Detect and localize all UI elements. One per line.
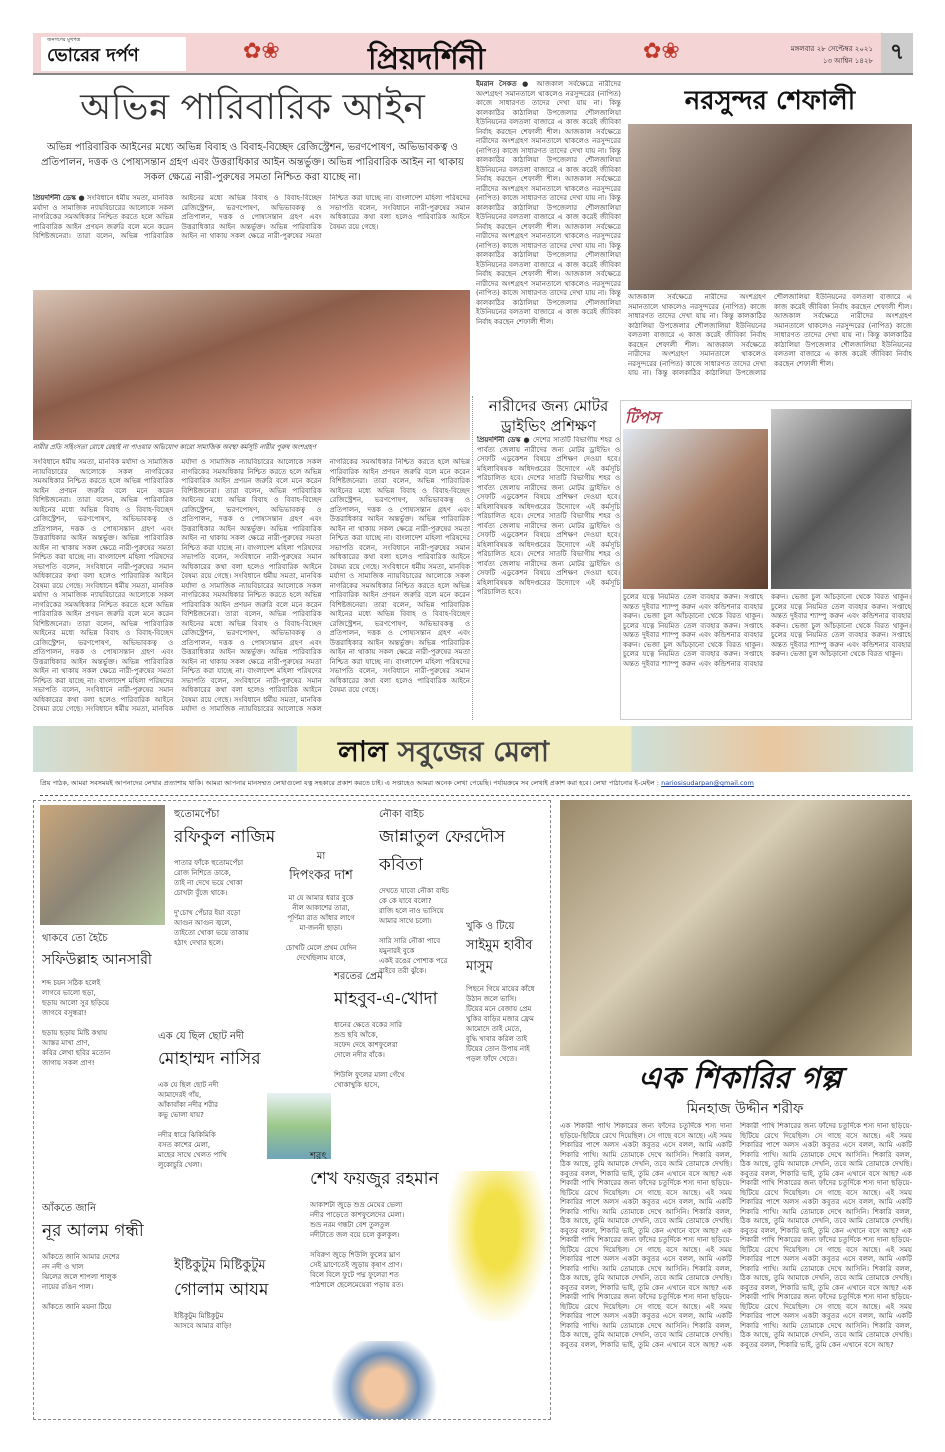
lead-deck: অভিন্ন পারিবারিক আইনের মধ্যে অভিন্ন বিবাহ ও বিবাহ-বিচ্ছেদ রেজিস্ট্রেশন, ভরণপোষণ, অভিভাবকত্ব ও প্রতিপালন, দত্তক ও পোষ্যসন্তান গ্রহণ এবং উত্তরাধিকার আইন অন্তর্ভুক্ত। অভিন্ন পারিবারিক আইন না থাকায় সকল ক্ষেত্রে নারী-পুরুষের সমতা নিশ্চিত করা যাচ্ছে না। (41, 142, 464, 183)
poem-text: শব্দ চয়ন সঠিক হলেই লাগবে ভালো ছড়া, ছড়ায় আলো সুর ছড়িয়ে জাগবে বসুন্ধরা! ছড়ায় ছড়ায় মিষ্টি কথায় আস্তর মাখা প্রাণ, কবির লেখা ছবির মতোন জাগায় সকল প্রাণ! (42, 979, 111, 1067)
driving-byline: প্রিয়দর্শিনী ডেস্ক ● (477, 436, 531, 444)
lead-body-top (33, 194, 470, 288)
poem-title: শরতের প্রেম (334, 971, 383, 982)
child-reading-illustration (324, 1341, 444, 1419)
barber-text: আজকাল সর্বক্ষেত্রে নারীদের অংশগ্রহণ সমানতালে থাকলেও নরসুন্দরের (নাপিত) কাজে সাধারণত তাদের দেখা যায় না। কিন্তু কালকাঠির কাঠালিয়া উপজেলার শৌলজালিয়া ইউনিয়নের বলতলা বাজারে এ কাজ করেই জীবিকা নির্বাহ করছেন শেফালী শীল। (476, 175, 621, 231)
story-text: এক শিকারী পাখি শিকারের জন্য ফাঁদের চতুর্দিকে শস্য দানা ছড়িয়ে-ছিটিয়ে রেখে দিয়েছিল। সে গাছে বসে আছে। এই সময় শিকারির পাশে অলস একটা কবুতর এসে বলল, আমি একটি শিকারি পাখি। আমি তোমাকে দেখে আসিনি। শিকারি বলল, ঠিক আছে, তুমি আমাকে দেখনি, তবে আমি তোমাকে দেখছি। কবুতর বলল, শিকারি ভাই, তুমি কেন এখানে বসে আছ? (740, 1226, 912, 1292)
poem (174, 807, 276, 948)
barber-photo (628, 124, 912, 290)
poem (310, 1149, 444, 1290)
driving-article (472, 396, 620, 720)
protest-photo (33, 290, 470, 440)
barber-text: আজকাল সর্বক্ষেত্রে নারীদের অংশগ্রহণ সমানতালে থাকলেও নরসুন্দরের (নাপিত) কাজে সাধারণত তাদের দেখা যায় না। কিন্তু কালকাঠির কাঠালিয়া উপজেলার শৌলজালিয়া ইউনিয়নের বলতলা বাজারে এ কাজ করেই জীবিকা নির্বাহ করছেন শেফালী শীল। (628, 293, 912, 377)
tips-text: চুলের যত্নে নিয়মিত তেল ব্যবহার করুন। সপ্তাহে অন্তত দুইবার শ্যাম্পু করুন এবং কন্ডিশনার ব্যবহার করুন। ভেজা চুল আঁচড়ানো থেকে বিরত থাকুন। (771, 631, 911, 658)
tips-box (620, 400, 912, 720)
poem-title: থাকবে তো হৈচৈ (42, 933, 108, 944)
poem (334, 969, 456, 1090)
banner-title-2: সবুজের মেলা (397, 735, 550, 768)
poem-title: শরৎ (310, 1151, 327, 1162)
tips-text: চুলের যত্নে নিয়মিত তেল ব্যবহার করুন। সপ্তাহে অন্তত দুইবার শ্যাম্পু করুন এবং কন্ডিশনার ব্যবহার করুন। ভেজা চুল আঁচড়ানো থেকে বিরত থাকুন। (623, 593, 911, 668)
story-text: এক শিকারী পাখি শিকারের জন্য ফাঁদের চতুর্দিকে শস্য দানা ছড়িয়ে-ছিটিয়ে রেখে দিয়েছিল। সে গাছে বসে আছে। এই সময় শিকারির পাশে অলস একটা কবুতর এসে বলল, আমি একটি শিকারি পাখি। আমি তোমাকে দেখে আসিনি। শিকারি বলল, ঠিক আছে, তুমি আমাকে দেখনি, তবে আমি তোমাকে দেখছি। কবুতর বলল, শিকারি ভাই, তুমি কেন এখানে বসে আছ? (560, 1226, 732, 1292)
poem-text: আঁকতে জানি আমার দেশের নদ নদী ও খাল ঝিলের জলে শাপলা শালুক নায়ের রঙিন পাল। আঁকতে জানি ময়না টিয়ে (42, 1253, 120, 1311)
poem (42, 1201, 162, 1312)
lead-body-text: সংবিধানে ধর্মীয় সমতা, মানবিক মর্যাদা ও সামাজিক ন্যায়বিচারের আলোকে সকল নাগরিকের সমঅধিকার নিশ্চিত করতে হলে অভিন্ন পারিবারিক আইন প্রণয়ন জরুরি বলে মনে করেন বিশিষ্টজনেরা। তারা বলেন, অভিন্ন পারিবারিক আইনের মধ্যে অভিন্ন বিবাহ ও বিবাহ-বিচ্ছেদ রেজিস্ট্রেশন, ভরণপোষণ, অভিভাবকত্ব ও প্রতিপালন, দত্তক ও পোষ্যসন্তান গ্রহণ এবং উত্তরাধিকার আইন অন্তর্ভুক্ত। অভিন্ন পারিবারিক আইন না থাকায় সকল ক্ষেত্রে নারী-পুরুষের সমতা নিশ্চিত করা যাচ্ছে না। বাংলাদেশ মহিলা পরিষদের সভাপতি বলেন, সংবিধানে নারী-পুরুষের সমান অধিকারের কথা বলা হলেও পারিবারিক আইনে বৈষম্য রয়ে গেছে। (33, 581, 174, 713)
poem-text: মা যে আমার ধরার বুকে নীল আকাশের তারা, পূর্ণিমা রাত আঁধার লাগে মা-জননী ছাড়া। চোখটি মেলে প্রথম যেদিন দেখেছিলাম যাকে, (285, 894, 357, 962)
poem-text: ধানের ক্ষেতে বকের সারি শুভ্র ছবি আঁকে, সফেদ দেহে কাশফুলেরা দোলে নদীর বাঁকে। শিউলি ফুলের মালা গেঁথে খোকাখুকি হাসে, (334, 1021, 405, 1089)
driving-text: দেশের সাতটি বিভাগীয় শহর ও পার্বত্য জেলায় নারীদের জন্য মোটর ড্রাইভিং ও সেফটি এডুকেশন বিষয়ে প্রশিক্ষণ দেওয়া হবে। মহিলাবিষয়ক অধিদপ্তরের উদ্যোগে এই কর্মসূচি পরিচালিত হবে। (477, 550, 620, 596)
parrot-illustration (448, 1171, 546, 1321)
driving-text: দেশের সাতটি বিভাগীয় শহর ও পার্বত্য জেলায় নারীদের জন্য মোটর ড্রাইভিং ও সেফটি এডুকেশন বিষয়ে প্রশিক্ষণ দেওয়া হবে। মহিলাবিষয়ক অধিদপ্তরের উদ্যোগে এই কর্মসূচি পরিচালিত হবে। (477, 436, 620, 482)
barber-text: আজকাল সর্বক্ষেত্রে নারীদের অংশগ্রহণ সমানতালে থাকলেও নরসুন্দরের (নাপিত) কাজে সাধারণত তাদের দেখা যায় না। কিন্তু কালকাঠির কাঠালিয়া উপজেলার শৌলজালিয়া ইউনিয়নের বলতলা বাজারে এ কাজ করেই জীবিকা নির্বাহ করছেন শেফালী শীল। (628, 293, 766, 349)
poem (174, 1256, 302, 1331)
tips-body (623, 593, 911, 717)
poem-author: দিপংকর দাশ (289, 868, 353, 883)
barber-text: আজকাল সর্বক্ষেত্রে নারীদের অংশগ্রহণ সমানতালে থাকলেও নরসুন্দরের (নাপিত) কাজে সাধারণত তাদের দেখা যায় না। কিন্তু কালকাঠির কাঠালিয়া উপজেলার শৌলজালিয়া ইউনিয়নের বলতলা বাজারে এ কাজ করেই জীবিকা নির্বাহ করছেন শেফালী শীল। (476, 127, 621, 183)
paper-tagline: জনগণের মুখপত্র (47, 37, 81, 43)
masthead (33, 33, 913, 75)
notice-line (40, 778, 910, 796)
poem-title: ইষ্টিকুটুম মিষ্টিকুটুম (174, 1258, 266, 1273)
page-number: ৭ (881, 33, 913, 73)
banner-title (338, 730, 549, 777)
tips-label: টিপস (625, 408, 660, 427)
hair-photo (771, 409, 911, 589)
section-title: প্রিয়দর্শিনী (368, 42, 486, 77)
flower-ornament-icon: ✿❀ (243, 39, 280, 64)
paper-logo (41, 37, 186, 71)
lead-body-text: সংবিধানে ধর্মীয় সমতা, মানবিক মর্যাদা ও সামাজিক ন্যায়বিচারের আলোকে সকল নাগরিকের সমঅধিকার নিশ্চিত করতে হলে অভিন্ন পারিবারিক আইন প্রণয়ন জরুরি বলে মনে করেন বিশিষ্টজনেরা। তারা বলেন, অভিন্ন পারিবারিক আইনের মধ্যে অভিন্ন বিবাহ ও বিবাহ-বিচ্ছেদ রেজিস্ট্রেশন, ভরণপোষণ, অভিভাবকত্ব ও প্রতিপালন, দত্তক ও পোষ্যসন্তান গ্রহণ এবং উত্তরাধিকার আইন অন্তর্ভুক্ত। অভিন্ন পারিবারিক আইন না থাকায় সকল ক্ষেত্রে নারী-পুরুষের সমতা নিশ্চিত করা যাচ্ছে না। বাংলাদেশ মহিলা পরিষদের সভাপতি বলেন, সংবিধানে নারী-পুরুষের সমান অধিকারের কথা বলা হলেও পারিবারিক আইনে বৈষম্য রয়ে গেছে। (181, 458, 470, 713)
barber-text: আজকাল সর্বক্ষেত্রে নারীদের অংশগ্রহণ সমানতালে থাকলেও নরসুন্দরের (নাপিত) কাজে সাধারণত তাদের দেখা যায় না। কিন্তু কালকাঠির কাঠালিয়া উপজেলার শৌলজালিয়া ইউনিয়নের বলতলা বাজারে এ কাজ করেই জীবিকা নির্বাহ করছেন শেফালী শীল। (774, 312, 912, 368)
date-bengali: ১৩ আশ্বিন ১৪২৮ (822, 57, 873, 65)
paper-name: ভোরের দর্পণ (47, 45, 139, 66)
girl-illustration (40, 805, 165, 925)
date-block (753, 43, 873, 67)
story-text: এক শিকারী পাখি শিকারের জন্য ফাঁদের চতুর্দিকে শস্য দানা ছড়িয়ে-ছিটিয়ে রেখে দিয়েছিল। সে গাছে বসে আছে। এই সময় শিকারির পাশে অলস একটা কবুতর এসে বলল, আমি একটি শিকারি পাখি। আমি তোমাকে দেখে আসিনি। শিকারি বলল, ঠিক আছে, তুমি আমাকে দেখনি, তবে আমি তোমাকে দেখছি। কবুতর বলল, শিকারি ভাই, তুমি কেন এখানে বসে আছ? (560, 1283, 732, 1349)
poem-author: গোলাম আযম (174, 1280, 269, 1300)
driving-body (477, 436, 620, 691)
poem-title: আঁকতে জানি (42, 1203, 97, 1214)
barber-headline: নরসুন্দর শেফালী (684, 86, 856, 116)
driving-text: দেশের সাতটি বিভাগীয় শহর ও পার্বত্য জেলায় নারীদের জন্য মোটর ড্রাইভিং ও সেফটি এডুকেশন বিষয়ে প্রশিক্ষণ দেওয়া হবে। মহিলাবিষয়ক অধিদপ্তরের উদ্যোগে এই কর্মসূচি পরিচালিত হবে। (477, 474, 620, 520)
flower-ornament-icon: ✿❀ (643, 39, 680, 64)
poem-author: রফিকুল নাজিম (174, 827, 276, 847)
lead-body-text: সংবিধানে ধর্মীয় সমতা, মানবিক মর্যাদা ও সামাজিক ন্যায়বিচারের আলোকে সকল নাগরিকের সমঅধিকার নিশ্চিত করতে হলে অভিন্ন পারিবারিক আইন প্রণয়ন জরুরি বলে মনে করেন বিশিষ্টজনেরা। তারা বলেন, অভিন্ন পারিবারিক আইনের মধ্যে অভিন্ন বিবাহ ও বিবাহ-বিচ্ছেদ রেজিস্ট্রেশন, ভরণপোষণ, অভিভাবকত্ব ও প্রতিপালন, দত্তক ও পোষ্যসন্তান গ্রহণ এবং উত্তরাধিকার আইন অন্তর্ভুক্ত। অভিন্ন পারিবারিক আইন না থাকায় সকল ক্ষেত্রে নারী-পুরুষের সমতা নিশ্চিত করা যাচ্ছে না। বাংলাদেশ মহিলা পরিষদের সভাপতি বলেন, সংবিধানে নারী-পুরুষের সমান অধিকারের কথা বলা হলেও পারিবারিক আইনে বৈষম্য রয়ে গেছে। (33, 458, 174, 590)
birds-photo (560, 800, 912, 1056)
barber-body (476, 80, 621, 390)
poem-text: দেখতে যাবো নৌকা বাইচ কে কে যাবে বলো? রাজি হলে নাও ভাসিয়ে আমার সাথে চলো। সারি সারি নৌকা পাবে যমুনারই বুকে একই রঙের পোশাক পরে বাইবে তরী ঝুঁকে। (379, 887, 449, 975)
poem-author: সাইমুম হাবীব মাসুম (466, 938, 533, 974)
poem-text: ইষ্টিকুটুম মিষ্টিকুটুম আসবে আমার বাড়ি! (174, 1312, 232, 1330)
poem-title: হুতোমপেঁচা (174, 809, 220, 820)
story-text: এক শিকারী পাখি শিকারের জন্য ফাঁদের চতুর্দিকে শস্য দানা ছড়িয়ে-ছিটিয়ে রেখে দিয়েছিল। সে গাছে বসে আছে। এই সময় শিকারির পাশে অলস একটা কবুতর এসে বলল, আমি একটি শিকারি পাখি। আমি তোমাকে দেখে আসিনি। শিকারি বলল, ঠিক আছে, তুমি আমাকে দেখনি, তবে আমি তোমাকে দেখছি। কবুতর বলল, শিকারি ভাই, তুমি কেন এখানে বসে আছ? (740, 1283, 912, 1349)
email-link[interactable]: nariosisudarpan@gmail.com (661, 779, 754, 787)
lead-body-bottom (33, 458, 470, 720)
banner-title-1: লাল (338, 735, 388, 768)
poem-author: সফিউল্লাহ আনসারী (42, 952, 152, 968)
barber-byline: ইমরান সৈকত ● (476, 80, 532, 88)
lead-body-text: সংবিধানে ধর্মীয় সমতা, মানবিক মর্যাদা ও সামাজিক ন্যায়বিচারের আলোকে সকল নাগরিকের সমঅধিকার নিশ্চিত করতে হলে অভিন্ন পারিবারিক আইন প্রণয়ন জরুরি বলে মনে করেন বিশিষ্টজনেরা। তারা বলেন, অভিন্ন পারিবারিক আইনের মধ্যে অভিন্ন বিবাহ ও বিবাহ-বিচ্ছেদ রেজিস্ট্রেশন, ভরণপোষণ, অভিভাবকত্ব ও প্রতিপালন, দত্তক ও পোষ্যসন্তান গ্রহণ এবং উত্তরাধিকার আইন অন্তর্ভুক্ত। অভিন্ন পারিবারিক আইন না থাকায় সকল ক্ষেত্রে নারী-পুরুষের সমতা নিশ্চিত করা যাচ্ছে না। বাংলাদেশ মহিলা পরিষদের সভাপতি বলেন, সংবিধানে নারী-পুরুষের সমান অধিকারের কথা বলা হলেও পারিবারিক আইনে বৈষম্য রয়ে গেছে। (329, 562, 470, 694)
barber-text: আজকাল সর্বক্ষেত্রে নারীদের অংশগ্রহণ সমানতালে থাকলেও নরসুন্দরের (নাপিত) কাজে সাধারণত তাদের দেখা যায় না। কিন্তু কালকাঠির কাঠালিয়া উপজেলার শৌলজালিয়া ইউনিয়নের বলতলা বাজারে এ কাজ করেই জীবিকা নির্বাহ করছেন শেফালী শীল। (476, 270, 621, 326)
poem-author: মোহাম্মদ নাসির (158, 1049, 261, 1069)
lead-body-text: সংবিধানে ধর্মীয় সমতা, মানবিক মর্যাদা ও সামাজিক ন্যায়বিচারের আলোকে সকল নাগরিকের সমঅধিকার নিশ্চিত করতে হলে অভিন্ন পারিবারিক আইন প্রণয়ন জরুরি বলে মনে করেন বিশিষ্টজনেরা। তারা বলেন, অভিন্ন পারিবারিক আইনের মধ্যে অভিন্ন বিবাহ ও বিবাহ-বিচ্ছেদ রেজিস্ট্রেশন, ভরণপোষণ, অভিভাবকত্ব ও প্রতিপালন, দত্তক ও পোষ্যসন্তান গ্রহণ এবং উত্তরাধিকার আইন অন্তর্ভুক্ত। অভিন্ন পারিবারিক আইন না থাকায় সকল ক্ষেত্রে নারী-পুরুষের সমতা নিশ্চিত করা যাচ্ছে না। বাংলাদেশ মহিলা পরিষদের সভাপতি বলেন, সংবিধানে নারী-পুরুষের সমান অধিকারের কথা বলা হলেও পারিবারিক আইনে বৈষম্য রয়ে গেছে। (85, 458, 322, 713)
photo-caption: নারীর প্রতি সহিংসতা রোধে রেহাই না পাওয়ার অভিযোগ কারো সামাজিক অবস্থা কর্মসূচি নারীর পুরুষ অংশগ্রহণ (33, 443, 316, 451)
driving-text: দেশের সাতটি বিভাগীয় শহর ও পার্বত্য জেলায় নারীদের জন্য মোটর ড্রাইভিং ও সেফটি এডুকেশন বিষয়ে প্রশিক্ষণ দেওয়া হবে। মহিলাবিষয়ক অধিদপ্তরের উদ্যোগে এই কর্মসূচি পরিচালিত হবে। (477, 512, 620, 558)
story-text: এক শিকারী পাখি শিকারের জন্য ফাঁদের চতুর্দিকে শস্য দানা ছড়িয়ে-ছিটিয়ে রেখে দিয়েছিল। সে গাছে বসে আছে। এই সময় শিকারির পাশে অলস একটা কবুতর এসে বলল, আমি একটি শিকারি পাখি। আমি তোমাকে দেখে আসিনি। শিকারি বলল, ঠিক আছে, তুমি আমাকে দেখনি, তবে আমি তোমাকে দেখছি। কবুতর বলল, শিকারি ভাই, তুমি কেন এখানে বসে আছ? (560, 1122, 732, 1178)
poem-text: এক যে ছিল ছোট নদী আমাদেরই গাঁয়, আঁকাবাঁকা নদীর শরীর কভু ভোলা যায়? নদীর ধারে ঝিকিমিকি বসত কাশের মেলা, মাছের সাথে খেলত পাখি লুকোচুরি খেলা। (158, 1081, 227, 1169)
driving-headline: নারীদের জন্য মোটর ড্রাইভিং প্রশিক্ষণ (488, 397, 609, 435)
lead-headline: অভিন্ন পারিবারিক আইন (80, 87, 425, 128)
poem-author: মাহবুব-এ-খোদা (334, 989, 438, 1009)
tips-text: চুলের যত্নে নিয়মিত তেল ব্যবহার করুন। সপ্তাহে অন্তত দুইবার শ্যাম্পু করুন এবং কন্ডিশনার ব্যবহার করুন। ভেজা চুল আঁচড়ানো থেকে বিরত থাকুন। (623, 621, 763, 649)
poem (272, 849, 370, 963)
lead-body-text: সংবিধানে ধর্মীয় সমতা, মানবিক মর্যাদা ও সামাজিক ন্যায়বিচারের আলোকে সকল নাগরিকের সমঅধিকার নিশ্চিত করতে হলে অভিন্ন পারিবারিক আইন প্রণয়ন জরুরি বলে মনে করেন বিশিষ্টজনেরা। তারা বলেন, অভিন্ন পারিবারিক আইনের মধ্যে অভিন্ন বিবাহ ও বিবাহ-বিচ্ছেদ রেজিস্ট্রেশন, ভরণপোষণ, অভিভাবকত্ব ও প্রতিপালন, দত্তক ও পোষ্যসন্তান গ্রহণ এবং উত্তরাধিকার আইন অন্তর্ভুক্ত। অভিন্ন পারিবারিক আইন না থাকায় সকল ক্ষেত্রে নারী-পুরুষের সমতা নিশ্চিত করা যাচ্ছে না। বাংলাদেশ মহিলা পরিষদের সভাপতি বলেন, সংবিধানে নারী-পুরুষের সমান অধিকারের কথা বলা হলেও পারিবারিক আইনে বৈষম্য রয়ে গেছে। (33, 194, 470, 240)
poems-box (33, 800, 551, 1420)
barber-text: আজকাল সর্বক্ষেত্রে নারীদের অংশগ্রহণ সমানতালে থাকলেও নরসুন্দরের (নাপিত) কাজে সাধারণত তাদের দেখা যায় না। কিন্তু কালকাঠির কাঠালিয়া উপজেলার শৌলজালিয়া ইউনিয়নের বলতলা বাজারে এ কাজ করেই জীবিকা নির্বাহ করছেন শেফালী শীল। (476, 80, 621, 136)
tips-text: চুলের যত্নে নিয়মিত তেল ব্যবহার করুন। সপ্তাহে অন্তত দুইবার শ্যাম্পু করুন এবং কন্ডিশনার ব্যবহার করুন। ভেজা চুল আঁচড়ানো থেকে বিরত থাকুন। (623, 593, 763, 620)
poem-author: শেখ ফয়জুর রহমান (310, 1169, 439, 1189)
lead-body-text: সংবিধানে ধর্মীয় সমতা, মানবিক মর্যাদা ও সামাজিক ন্যায়বিচারের আলোকে সকল নাগরিকের সমঅধিকার নিশ্চিত করতে হলে অভিন্ন পারিবারিক আইন প্রণয়ন জরুরি বলে মনে করেন বিশিষ্টজনেরা। তারা বলেন, অভিন্ন পারিবারিক আইনের মধ্যে অভিন্ন বিবাহ ও বিবাহ-বিচ্ছেদ রেজিস্ট্রেশন, ভরণপোষণ, অভিভাবকত্ব ও প্রতিপালন, দত্তক ও পোষ্যসন্তান গ্রহণ এবং উত্তরাধিকার আইন অন্তর্ভুক্ত। অভিন্ন পারিবারিক আইন না থাকায় সকল ক্ষেত্রে নারী-পুরুষের সমতা নিশ্চিত করা যাচ্ছে না। বাংলাদেশ মহিলা পরিষদের সভাপতি বলেন, সংবিধানে নারী-পুরুষের সমান অধিকারের কথা বলা হলেও পারিবারিক আইনে বৈষম্য রয়ে গেছে। (181, 572, 322, 704)
kids-banner (33, 726, 913, 772)
poem-text: পাতার ফাঁকে হুতোমপেঁচা রোজ নিশিতে ডাকে, তাই না দেখে ভয়ে খোকা চোখটা বুঁজে থাকে। দু'চোখ পেঁচার ইয়া বড়ো আগুন আগুন জ্বলে, তাইতো খোকা ভয়ে তাকায় হঠাৎ দেখার ছলে। (174, 859, 249, 947)
poem (42, 931, 154, 1068)
story-text: এক শিকারী পাখি শিকারের জন্য ফাঁদের চতুর্দিকে শস্য দানা ছড়িয়ে-ছিটিয়ে রেখে দিয়েছিল। সে গাছে বসে আছে। এই সময় শিকারির পাশে অলস একটা কবুতর এসে বলল, আমি একটি শিকারি পাখি। আমি তোমাকে দেখে আসিনি। শিকারি বলল, ঠিক আছে, তুমি আমাকে দেখনি, তবে আমি তোমাকে দেখছি। কবুতর বলল, শিকারি ভাই, তুমি কেন এখানে বসে আছ? (560, 1169, 732, 1235)
barber-body-cont (628, 293, 912, 393)
model-photo (623, 429, 768, 589)
story-text: এক শিকারী পাখি শিকারের জন্য ফাঁদের চতুর্দিকে শস্য দানা ছড়িয়ে-ছিটিয়ে রেখে দিয়েছিল। সে গাছে বসে আছে। এই সময় শিকারির পাশে অলস একটা কবুতর এসে বলল, আমি একটি শিকারি পাখি। আমি তোমাকে দেখে আসিনি। শিকারি বলল, ঠিক আছে, তুমি আমাকে দেখনি, তবে আমি তোমাকে দেখছি। কবুতর বলল, শিকারি ভাই, তুমি কেন এখানে বসে আছ? (721, 1122, 912, 1349)
barber-text: আজকাল সর্বক্ষেত্রে নারীদের অংশগ্রহণ সমানতালে থাকলেও নরসুন্দরের (নাপিত) কাজে সাধারণত তাদের দেখা যায় না। কিন্তু কালকাঠির কাঠালিয়া উপজেলার শৌলজালিয়া ইউনিয়নের বলতলা বাজারে এ কাজ করেই জীবিকা নির্বাহ করছেন শেফালী শীল। (476, 222, 621, 278)
poem-title: এক যে ছিল ছোট নদী (158, 1031, 245, 1042)
tips-text: চুলের যত্নে নিয়মিত তেল ব্যবহার করুন। সপ্তাহে অন্তত দুইবার শ্যাম্পু করুন এবং কন্ডিশনার ব্যবহার করুন। ভেজা চুল আঁচড়ানো থেকে বিরত থাকুন। (771, 602, 911, 630)
poem-title: নৌকা বাইচ (379, 809, 425, 820)
poem-title: মা (316, 851, 326, 862)
story-body (560, 1122, 912, 1420)
poem-text: পিছনে গিয়ে মায়ের কাঁধে উঠান জলে ভাসি। টিয়ের মনে বেজায় প্রেম খুকির বাড়ির মজার ফ্রেম আমোদে তাই মেতে, বুদ্ধি খাবার করিল তাই টিয়ের তোন উপায় নাই পড়ল ফাঁদে খেতে। (466, 985, 535, 1063)
story-text: এক শিকারী পাখি শিকারের জন্য ফাঁদের চতুর্দিকে শস্য দানা ছড়িয়ে-ছিটিয়ে রেখে দিয়েছিল। সে গাছে বসে আছে। এই সময় শিকারির পাশে অলস একটা কবুতর এসে বলল, আমি একটি শিকারি পাখি। আমি তোমাকে দেখে আসিনি। শিকারি বলল, ঠিক আছে, তুমি আমাকে দেখনি, তবে আমি তোমাকে দেখছি। কবুতর বলল, শিকারি ভাই, তুমি কেন এখানে বসে আছ? (740, 1169, 912, 1235)
poem (466, 919, 550, 1064)
lead-byline: প্রিয়দর্শিনী ডেস্ক ● (33, 194, 85, 202)
notice-text: প্রিয় পাঠক, আমরা সবসময়ই আপনাদের লেখার প্রত্যাশায় থাকি। আমরা আপনার মানসম্মত লেখাগুলো যত্ন সহকারে প্রকাশ করতে চাই। এ সপ্তাহেও আমরা অনেক লেখা পেয়েছি। পর্যায়ক্রমে সব লেখাই প্রকাশ করা হবে। লেখা পাঠানোর ই-মেইল : (40, 779, 659, 787)
poem-title: খুকি ও টিয়ে (466, 921, 515, 932)
poem-text: আকাশটা জুড়ে শুভ্র মেঘের ভেলা নদীর পাড়েতে কাশফুলেদের মেলা। শুভ্র নরম গন্ধটা বেশ তুলতুল নদীটাতে জল বয়ে চলে কুলকুল। সবিরুণ জুড়ে শিউলি ফুলের ঘ্রাণ সেই ঘ্রাণেতেই জুড়ায় কৃষাণ প্রাণ। বিলে বিলে ফুটে পদ্ম ফুলেরা শত পাঠশালে ছেলেমেয়েরা পড়ায় রত। (310, 1201, 405, 1289)
story-title: এক শিকারির গল্প (638, 1061, 842, 1096)
poem-author: জান্নাতুল ফেরদৌস কবিতা (379, 827, 506, 875)
poem-author: নূর আলম গন্ধী (42, 1221, 144, 1241)
date-gregorian: মঙ্গলবার ২৮ সেপ্টেম্বর ২০২১ (790, 45, 873, 53)
story-author: মিনহাজ উদ্দীন শরীফ (686, 1101, 804, 1117)
